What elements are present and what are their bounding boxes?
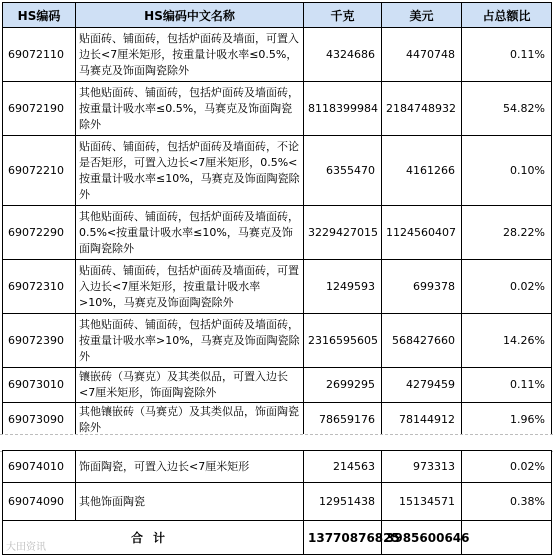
table-row: [3, 314, 552, 368]
usd-cell: 2184748932: [382, 82, 462, 136]
hs-code-cell: 69072110: [3, 28, 76, 82]
description-cell: 镶嵌砖（马赛克）及其类似品，可置入边长<7厘米矩形，饰面陶瓷除外: [76, 368, 304, 403]
hs-code-cell: 69074010: [3, 451, 76, 483]
table-row: [3, 368, 552, 403]
share-cell: 0.02%: [462, 451, 552, 483]
total-share-cell: [462, 521, 552, 555]
kg-cell: 8118399984: [304, 82, 382, 136]
kg-cell: 4324686: [304, 28, 382, 82]
trade-table-top: [2, 2, 552, 438]
description-cell: 其他贴面砖、铺面砖，包括炉面砖及墙面砖，按重量计吸水率≤0.5%，马赛克及饰面陶瓷除外: [76, 82, 304, 136]
kg-cell: 78659176: [304, 403, 382, 438]
hs-code-cell: 69072310: [3, 260, 76, 314]
kg-cell: 2699295: [304, 368, 382, 403]
share-cell: 54.82%: [462, 82, 552, 136]
kg-cell: 3229427015: [304, 206, 382, 260]
description-cell: 其他饰面陶瓷: [76, 483, 304, 521]
table-row: [3, 403, 552, 438]
share-cell: 0.02%: [462, 260, 552, 314]
usd-cell: 15134571: [382, 483, 462, 521]
header-kg: 千克: [304, 3, 382, 28]
description-cell: 其他贴面砖、铺面砖，包括炉面砖及墙面砖，0.5%<按重量计吸水率≤10%，马赛克及饰面陶瓷除外: [76, 206, 304, 260]
hs-code-cell: 69073010: [3, 368, 76, 403]
total-label: 合计: [3, 521, 304, 555]
usd-cell: 4470748: [382, 28, 462, 82]
share-cell: 0.38%: [462, 483, 552, 521]
usd-cell: 4279459: [382, 368, 462, 403]
hs-code-cell: 69074090: [3, 483, 76, 521]
header-share: 占总额比: [462, 3, 552, 28]
kg-cell: 12951438: [304, 483, 382, 521]
description-cell: 其他贴面砖、铺面砖，包括炉面砖及墙面砖，按重量计吸水率>10%，马赛克及饰面陶瓷除外: [76, 314, 304, 368]
share-cell: 28.22%: [462, 206, 552, 260]
hs-code-cell: 69072210: [3, 136, 76, 206]
hs-code-cell: 69072290: [3, 206, 76, 260]
share-cell: 0.11%: [462, 368, 552, 403]
table-row: [3, 260, 552, 314]
share-cell: 14.26%: [462, 314, 552, 368]
share-cell: 0.11%: [462, 28, 552, 82]
description-cell: 贴面砖、铺面砖，包括炉面砖及墙面砖，可置入边长<7厘米矩形，按重量计吸水率>10%，马赛克及饰面陶瓷除外: [76, 260, 304, 314]
usd-cell: 973313: [382, 451, 462, 483]
description-cell: 贴面砖、铺面砖，包括炉面砖及墙面砖，不论是否矩形，可置入边长<7厘米矩形，0.5%<按重量计吸水率≤10%，马赛克及饰面陶瓷除外: [76, 136, 304, 206]
trade-table-bottom: [2, 450, 552, 555]
hs-code-cell: 69072390: [3, 314, 76, 368]
description-cell: 其他镶嵌砖（马赛克）及其类似品，饰面陶瓷除外: [76, 403, 304, 438]
share-cell: 1.96%: [462, 403, 552, 438]
watermark-text: 大田资讯: [6, 542, 46, 553]
kg-cell: 6355470: [304, 136, 382, 206]
description-cell: 贴面砖、铺面砖，包括炉面砖及墙面，可置入边长<7厘米矩形，按重量计吸水率≤0.5%，马赛克及饰面陶瓷除外: [76, 28, 304, 82]
kg-cell: 2316595605: [304, 314, 382, 368]
hs-code-cell: 69072190: [3, 82, 76, 136]
total-kg-cell: 13770876825: [304, 521, 382, 555]
usd-cell: 699378: [382, 260, 462, 314]
usd-cell: 4161266: [382, 136, 462, 206]
kg-cell: 1249593: [304, 260, 382, 314]
hs-code-cell: 69073090: [3, 403, 76, 438]
table-row: [3, 136, 552, 206]
table-row: [3, 206, 552, 260]
header-name: HS编码中文名称: [76, 3, 304, 28]
usd-cell: 1124560407: [382, 206, 462, 260]
usd-cell: 568427660: [382, 314, 462, 368]
share-cell: 0.10%: [462, 136, 552, 206]
table-row: [3, 28, 552, 82]
total-usd-cell: 3985600646: [382, 521, 462, 555]
header-usd: 美元: [382, 3, 462, 28]
kg-cell: 214563: [304, 451, 382, 483]
usd-cell: 78144912: [382, 403, 462, 438]
header-hs-code: HS编码: [3, 3, 76, 28]
table-row: [3, 483, 552, 521]
table-row: [3, 451, 552, 483]
total-row: [3, 521, 552, 555]
table-row: [3, 82, 552, 136]
description-cell: 饰面陶瓷，可置入边长<7厘米矩形: [76, 451, 304, 483]
header-row: [3, 3, 552, 28]
